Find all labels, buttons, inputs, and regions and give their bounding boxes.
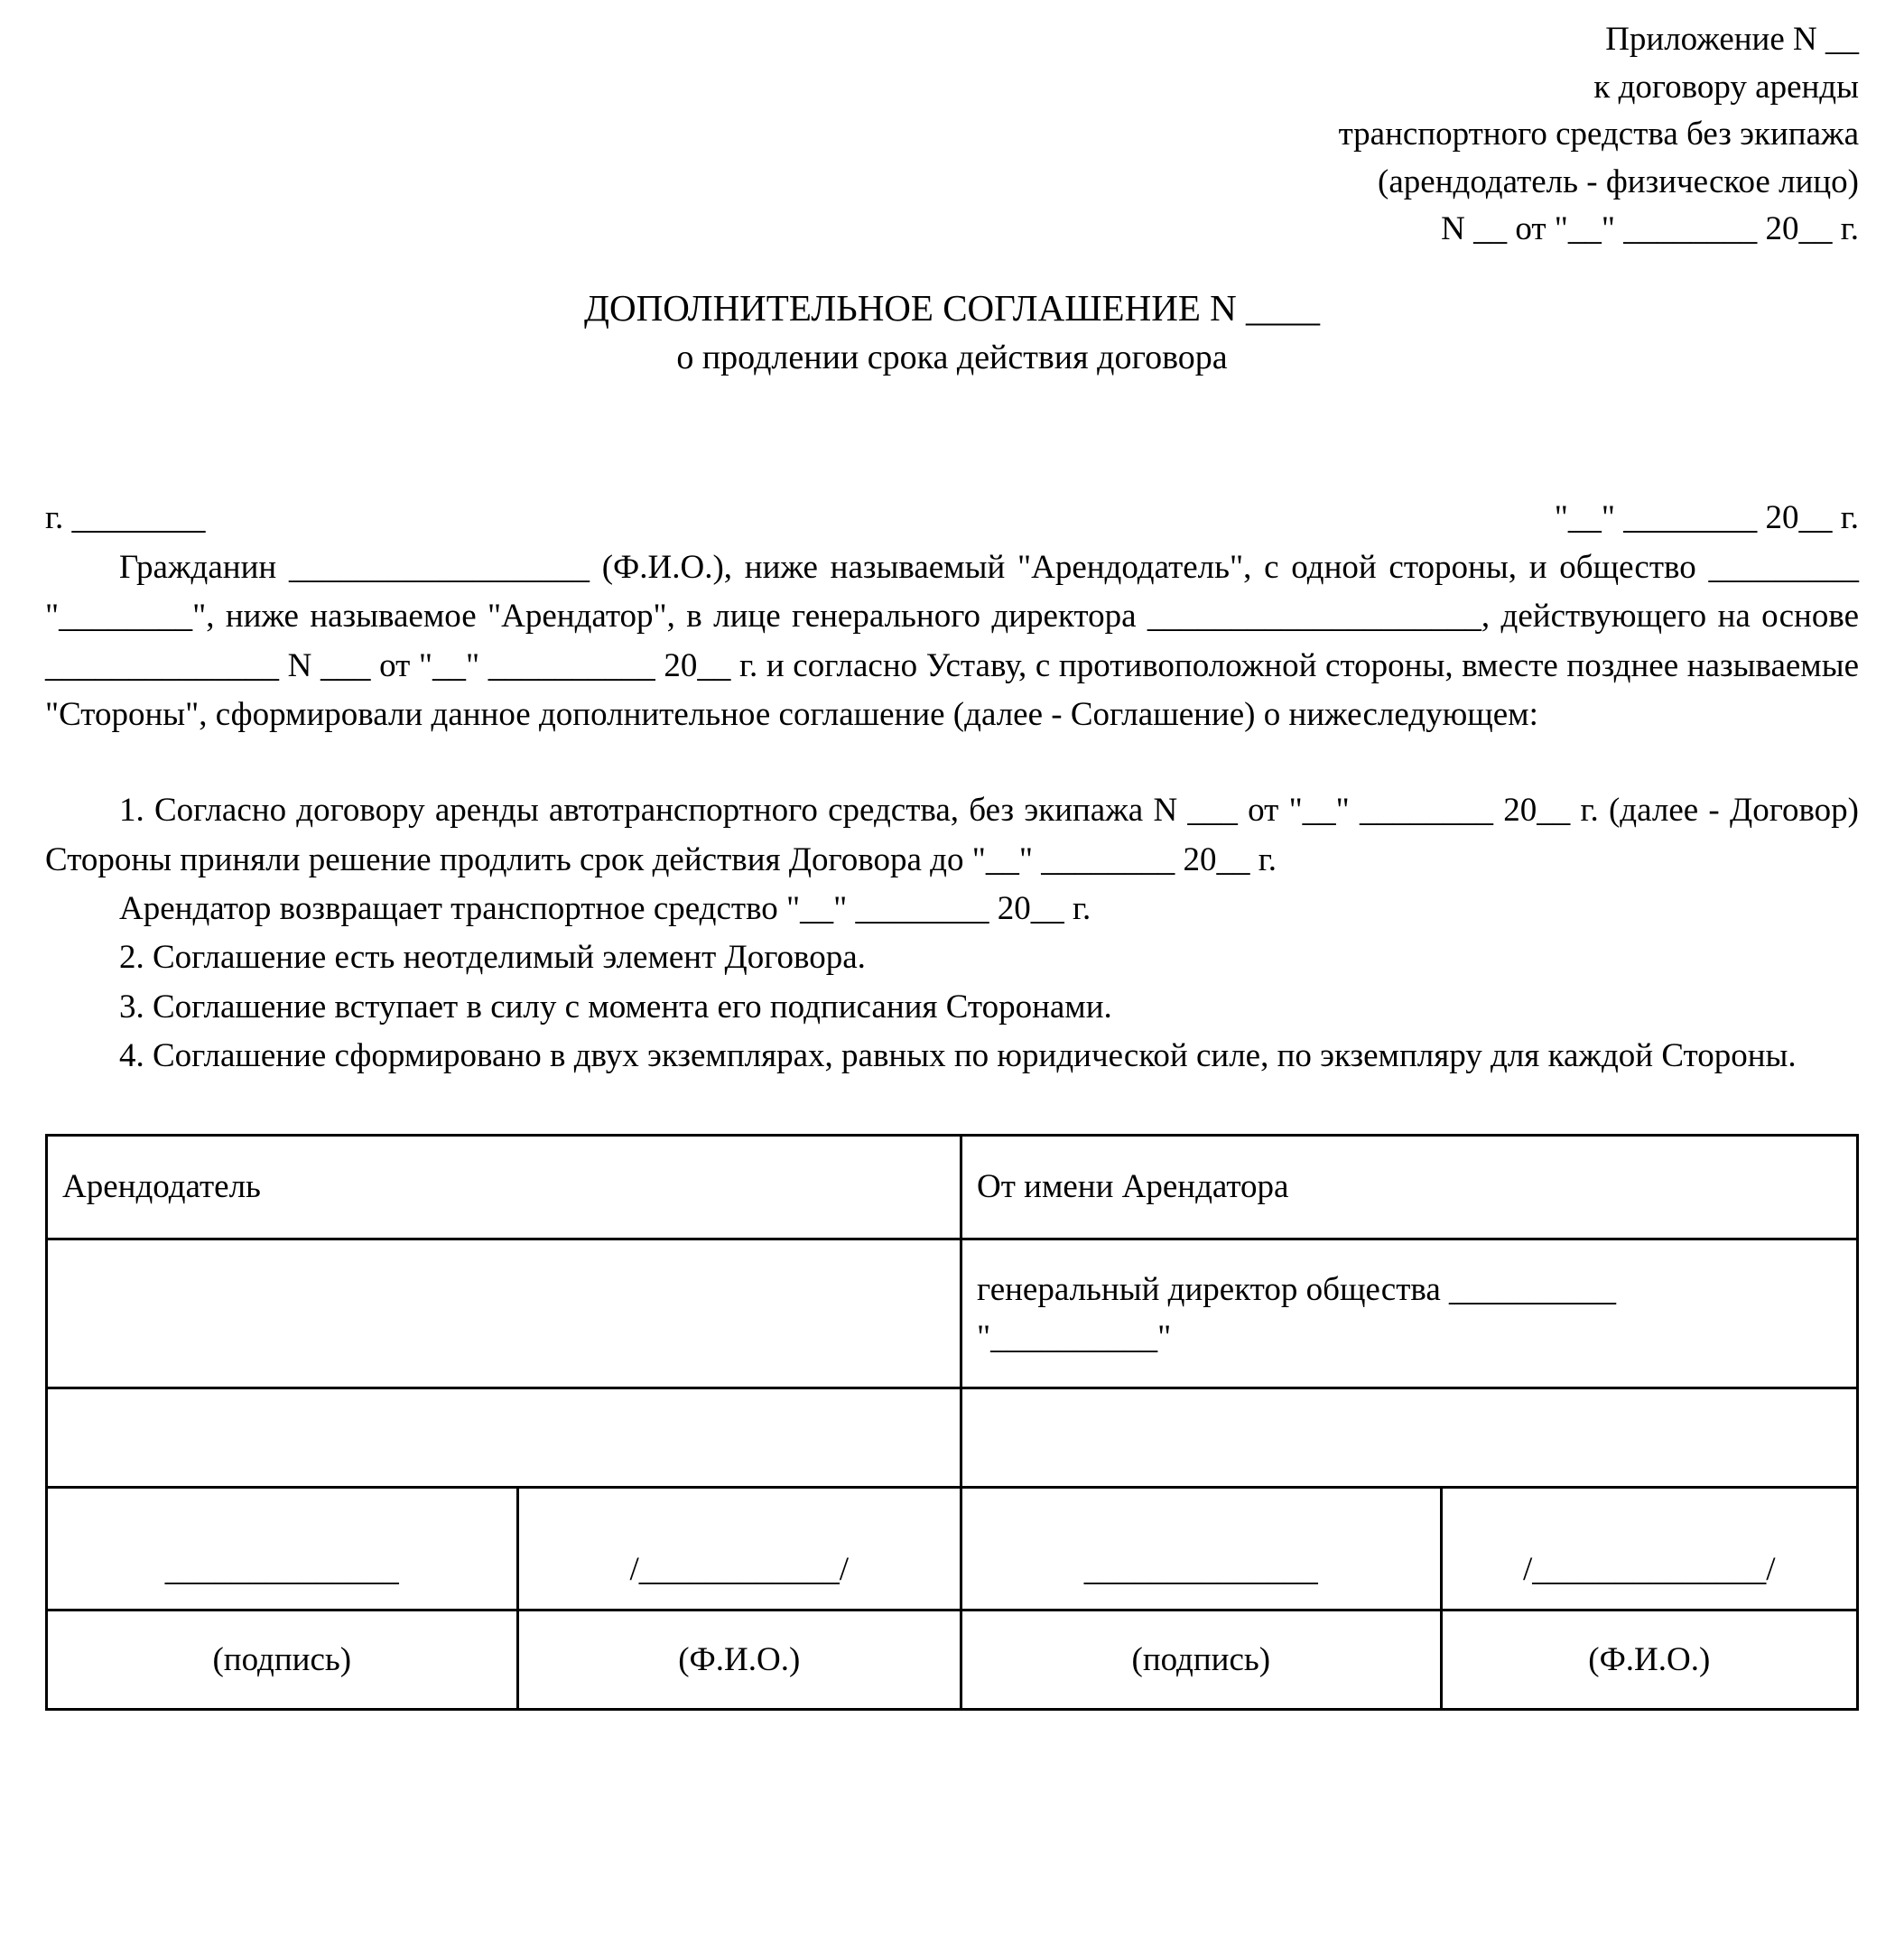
date-field: "__" ________ 20__ г. [1554,499,1859,537]
document-title: ДОПОЛНИТЕЛЬНОЕ СОГЛАШЕНИЕ N ____ [584,286,1320,329]
appendix-line-1: Приложение N __ [1605,21,1859,58]
intro-paragraph: Гражданин __________________ (Ф.И.О.), ниже называемый "Арендодатель", с одной стороны, и общество _________ "________", ниже называемое "Арендатор", в лице генерального директора ____________________, действующего на основе ______________ N ___ от "__" __________ 20__ г. и согласно Уставу, с противоположной стороны, вместе позднее называемые "Стороны", сформировали данное дополнительное соглашение (далее - Соглашение) о нижеследующем: [45,548,1859,733]
lessee-fio-label: (Ф.И.О.) [1441,1610,1857,1709]
clause-4-paragraph: 4. Соглашение сформировано в двух экземплярах, равных по юридической силе, по экземпляру для каждой Стороны. [119,1037,1797,1075]
lessee-name-blank: /______________/ [1441,1487,1857,1610]
lessor-name-blank: /____________/ [517,1487,961,1610]
appendix-line-5: N __ от "__" ________ 20__ г. [1441,210,1859,248]
clause-1-paragraph: 1. Согласно договору аренды автотранспортного средства, без экипажа N ___ от "__" ________ 20__ г. (далее - Договор) Стороны приняли решение продлить срок действия Договора до "__" ________ 20__ г. [45,792,1859,878]
party-details-row [47,1239,1858,1388]
empty-row [47,1388,1858,1487]
city-date-line [45,494,1859,543]
document-subtitle: о продлении срока действия договора [676,338,1228,376]
signature-table [45,1134,1859,1711]
lessee-director-line: генеральный директор общества __________ [977,1270,1617,1308]
clause-3-paragraph: 3. Соглашение вступает в силу с момента его подписания Сторонами. [119,988,1112,1026]
signature-lines-row [47,1487,1858,1610]
city-field: г. ________ [45,499,206,537]
lessor-details-cell [47,1239,961,1388]
lessee-header-cell: От имени Арендатора [961,1135,1858,1239]
signature-labels-row [47,1610,1858,1709]
clause-2-paragraph: 2. Соглашение есть неотделимый элемент Договора. [119,939,866,977]
lessee-company-name-line: "__________" [977,1318,1172,1356]
lessor-signature-label: (подпись) [47,1610,518,1709]
lessor-signature-blank: ______________ [47,1487,518,1610]
table-header-row [47,1135,1858,1239]
lessor-header-cell: Арендодатель [47,1135,961,1239]
lessee-signature-blank: ______________ [961,1487,1442,1610]
appendix-line-2: к договору аренды [1593,68,1859,106]
lessor-fio-label: (Ф.И.О.) [517,1610,961,1709]
lessor-empty-cell [47,1388,961,1487]
lessee-details-cell [961,1239,1858,1388]
appendix-line-4: (арендодатель - физическое лицо) [1378,162,1859,200]
lessee-signature-label: (подпись) [961,1610,1442,1709]
appendix-header-block [45,16,1859,254]
lessee-empty-cell [961,1388,1858,1487]
appendix-line-3: транспортного средства без экипажа [1338,116,1859,153]
clause-1-return-line: Арендатор возвращает транспортное средство "__" ________ 20__ г. [119,890,1091,928]
